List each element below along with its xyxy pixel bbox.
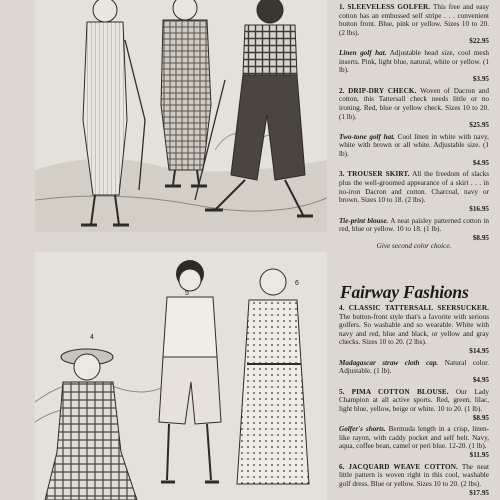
item-heading: DRIP-DRY CHECK. — [348, 86, 417, 95]
item-price: $11.95 — [469, 451, 489, 460]
item-6 — [339, 463, 489, 497]
item-description: Woven of Dacron and cotton, this Tattersall check needs little or no ironing. Red, blue or yellow check. Sizes 10 to 20. (1 lb). — [339, 86, 490, 121]
item-heading: PIMA COTTON BLOUSE. — [351, 387, 449, 396]
item-2 — [339, 87, 489, 130]
item-subheading: Madagascar straw cloth cap. — [339, 358, 439, 367]
item-price: $8.95 — [472, 233, 489, 242]
bottom-fashion-illustration — [35, 252, 327, 500]
item-description: Bermuda length in a crisp, linen-like rayon, with caddy pocket and self belt. Navy, aqua, coffee bean, camel or peri blue. 12-20. (1 lb). — [339, 425, 489, 451]
item-description: A neat paisley patterned cotton in red, blue or yellow. 10 to 18. (1 lb). — [339, 216, 489, 234]
item-price: $22.95 — [469, 37, 489, 46]
item-price: $4.95 — [472, 375, 489, 384]
top-item-descriptions — [339, 3, 489, 254]
item-price: $3.95 — [472, 74, 489, 83]
item-description: All the freedom of slacks plus the well-groomed appearance of a skirt . . . in no-iron Dacron and cotton. Charcoal, navy or brown. Sizes 10 to 18. (2 lbs). — [339, 170, 490, 205]
item-number: 4. — [339, 304, 345, 312]
item-1-hat — [339, 49, 489, 83]
item-description: The neat little pattern is woven right in this cool, washable golf dress. Blue or yellow. Sizes 10 to 20. (2 lbs). — [339, 462, 489, 489]
item-number: 5. — [339, 387, 345, 396]
top-fashion-illustration — [35, 0, 327, 232]
item-price: $8.95 — [472, 413, 489, 422]
golfers-drawing-top — [35, 0, 327, 232]
item-5-shorts — [339, 425, 489, 459]
item-2-hat — [339, 133, 489, 167]
item-number: 6. — [339, 462, 345, 471]
item-description: Natural color. Adjustable. (1 lb). — [339, 358, 490, 376]
item-heading: JACQUARD WEAVE COTTON. — [348, 462, 458, 471]
item-4 — [339, 304, 489, 356]
item-subheading: Linen golf hat. — [339, 49, 387, 58]
item-description: This free and easy cotton has an embossed self stripe . . . convenient button front. Blue, pink or yellow. Sizes 10 to 20. (2 lbs). — [339, 3, 489, 37]
item-subheading: Golfer's shorts. — [339, 425, 386, 434]
item-1 — [339, 3, 489, 46]
item-price: $17.95 — [469, 488, 489, 497]
item-heading: SLEEVELESS GOLFER. — [347, 3, 431, 11]
bottom-item-descriptions — [339, 304, 489, 500]
item-description: Adjustable head size, cool mesh inserts. Pink, light blue, natural, white or yellow. (1 lb). — [339, 49, 489, 75]
figure-number-4: 4 — [90, 334, 94, 341]
item-heading: TROUSER SKIRT. — [347, 170, 410, 179]
golfers-drawing-bottom — [35, 252, 327, 500]
item-price: $14.95 — [469, 346, 489, 355]
item-subheading: Tie-print blouse. — [339, 216, 389, 225]
item-number: 2. — [339, 86, 345, 95]
item-price: $16.95 — [469, 204, 489, 213]
item-number: 1. — [339, 3, 345, 11]
color-choice-note: Give second color choice. — [376, 242, 452, 251]
item-heading: CLASSIC TATTERSALL SEERSUCKER. — [348, 304, 490, 312]
item-description: The button-front style that's a favorite with serious golfers. So washable and so wearable. White with navy and red, blue and black, or yellow and gray checks. Sizes 10 to 20. (2 lbs). — [339, 312, 489, 347]
item-5 — [339, 388, 489, 422]
figure-number-6: 6 — [295, 280, 299, 287]
item-3-blouse — [339, 217, 489, 251]
item-description: Our Lady Champion at all active sports. Red, green, lilac, light blue, yellow, beige or white. 10 to 20. (1 lb). — [339, 387, 489, 413]
figure-number-5: 5 — [185, 290, 189, 297]
item-4-cap — [339, 359, 489, 385]
item-price: $25.95 — [469, 121, 489, 130]
item-3 — [339, 170, 489, 213]
section-title: Fairway Fashions — [340, 282, 469, 302]
item-subheading: Two-tone golf hat. — [339, 132, 395, 141]
item-number: 3. — [339, 170, 345, 179]
item-description: Cool linen in white with navy, white with brown or all white. Adjustable size. (1 lb). — [339, 132, 489, 159]
item-price: $4.95 — [472, 158, 489, 167]
